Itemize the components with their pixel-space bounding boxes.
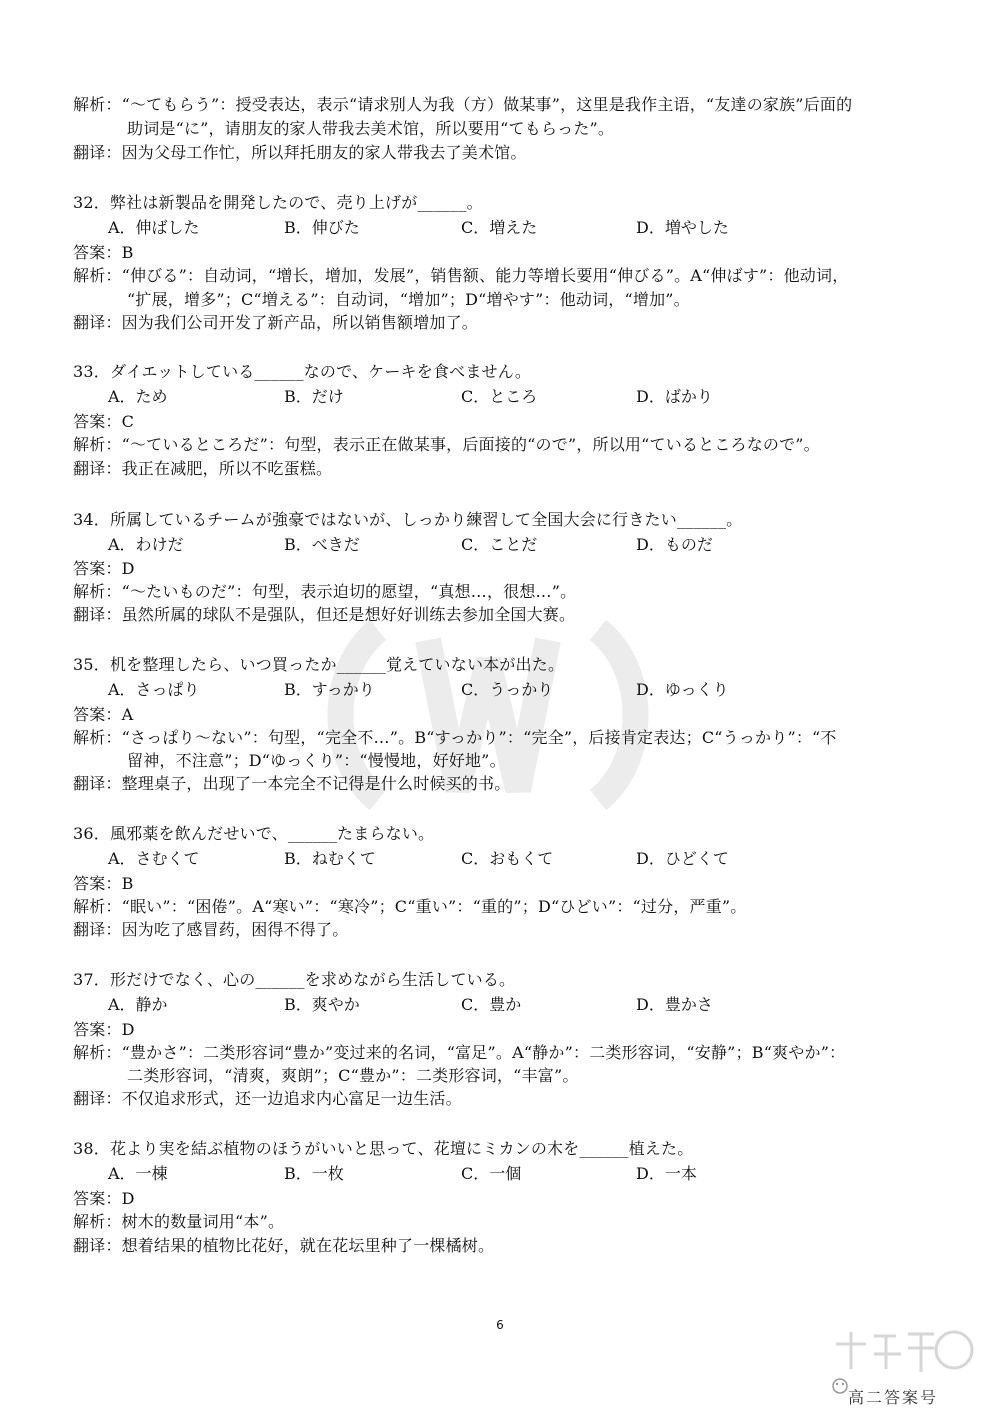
option-d: D．ばかり [636, 387, 713, 406]
option-b: B．一枚 [284, 1164, 344, 1183]
analysis-line: 解析：“～ているところだ”：句型，表示正在做某事，后面接的“ので”，所以用“ているところなので”。 [73, 435, 820, 454]
translation-line: 翻译：想着结果的植物比花好，就在花坛里种了一棵橘树。 [73, 1236, 495, 1255]
translation-line: 翻译：我正在减肥，所以不吃蛋糕。 [73, 459, 333, 478]
answer-options [108, 218, 928, 238]
answer-options [108, 680, 928, 700]
option-b: B．伸びた [284, 218, 360, 237]
option-c: C．ところ [461, 387, 538, 406]
option-a: A．わけだ [108, 535, 184, 554]
option-d: D．増やした [636, 218, 729, 237]
answer-options [108, 535, 928, 555]
option-b: B．べきだ [284, 535, 360, 554]
analysis-line: 解析：“～たいものだ”：句型，表示迫切的愿望，“真想…，很想…”。 [73, 582, 577, 601]
answer-line: 答案：B [73, 874, 134, 893]
option-c: C．おもくて [461, 849, 554, 868]
answer-line: 答案：C [73, 412, 135, 431]
option-d: D．ものだ [636, 535, 713, 554]
question-stem: 33．ダイエットしている______なので、ケーキを食べません。 [73, 362, 532, 381]
intro-translation: 翻译：因为父母工作忙，所以拜托朋友的家人带我去了美术馆。 [73, 143, 527, 162]
answer-line: 答案：D [73, 1189, 135, 1208]
translation-line: 翻译：不仅追求形式，还一边追求内心富足一边生活。 [73, 1089, 462, 1108]
page-number: 6 [496, 1318, 504, 1332]
option-b: B．ねむくて [284, 849, 376, 868]
option-a: A．静か [108, 995, 168, 1014]
translation-line: 翻译：虽然所属的球队不是强队，但还是想好好训练去参加全国大赛。 [73, 605, 576, 624]
analysis-line: 留神，不注意”；D“ゆっくり”：“慢慢地，好好地”。 [127, 751, 506, 770]
option-c: C．一個 [461, 1164, 522, 1183]
answer-line: 答案：D [73, 1020, 135, 1039]
question-stem: 35．机を整理したら、いつ買ったか______覚えていない本が出た。 [73, 655, 565, 674]
option-c: C．うっかり [461, 680, 554, 699]
option-b: B．だけ [284, 387, 344, 406]
option-c: C．豊か [461, 995, 522, 1014]
answer-line: 答案：A [73, 705, 134, 724]
analysis-line: 二类形容词，“清爽，爽朗”；C“豊か”：二类形容词，“丰富”。 [127, 1066, 579, 1085]
intro-analysis-line: 助词是“に”，请朋友的家人带我去美术馆，所以要用“てもらった”。 [127, 119, 615, 138]
analysis-line: 解析：“眠い”：“困倦”。A“寒い”：“寒冷”；C“重い”：“重的”；D“ひどい”：“过分，严重”。 [73, 897, 747, 916]
option-a: A．ため [108, 387, 168, 406]
translation-line: 翻译：因为吃了感冒药，困得不得了。 [73, 920, 349, 939]
answer-line: 答案：B [73, 243, 134, 262]
question-stem: 36．風邪薬を飲んだせいで、______たまらない。 [73, 824, 435, 843]
translation-line: 翻译：因为我们公司开发了新产品，所以销售额增加了。 [73, 313, 479, 332]
option-b: B．爽やか [284, 995, 360, 1014]
brand-logo-text: 高二答案号 [848, 1388, 939, 1407]
question-stem: 37．形だけでなく、心の______を求めながら生活している。 [73, 970, 516, 989]
option-c: C．増えた [461, 218, 538, 237]
question-stem: 34．所属しているチームが強豪ではないが、しっかり練習して全国大会に行きたい______。 [73, 510, 743, 529]
answer-options [108, 995, 928, 1015]
option-a: A．一棟 [108, 1164, 168, 1183]
option-a: A．さむくて [108, 849, 200, 868]
analysis-line: 解析：“さっぱり～ない”：句型，“完全不…”。B“すっかり”：“完全”，后接肯定表达；C“うっかり”：“不 [73, 728, 837, 747]
option-d: D．一本 [636, 1164, 697, 1183]
analysis-line: 解析：树木的数量词用“本”。 [73, 1212, 285, 1231]
option-b: B．すっかり [284, 680, 375, 699]
answer-line: 答案：D [73, 559, 135, 578]
analysis-line: 解析：“豊かさ”：二类形容词“豊か”变过来的名词，“富足”。A“静か”：二类形容词，“安静”；B“爽やか”： [73, 1043, 846, 1062]
option-d: D．豊かさ [636, 995, 713, 1014]
question-stem: 38．花より実を結ぶ植物のほうがいいと思って、花壇にミカンの木を______植えた。 [73, 1139, 694, 1158]
intro-analysis-line: 解析：“～てもらう”：授受表达，表示“请求别人为我（方）做某事”，这里是我作主语，“友達の家族”后面的 [73, 95, 853, 114]
option-a: A．さっぱり [108, 680, 200, 699]
translation-line: 翻译：整理桌子，出现了一本完全不记得是什么时候买的书。 [73, 774, 511, 793]
option-c: C．ことだ [461, 535, 538, 554]
option-a: A．伸ばした [108, 218, 200, 237]
option-d: D．ひどくて [636, 849, 729, 868]
option-d: D．ゆっくり [636, 680, 729, 699]
analysis-line: “扩展，增多”；C“増える”：自动词，“增加”；D“増やす”：他动词，“增加”。 [127, 290, 690, 309]
answer-options [108, 849, 928, 869]
answer-options [108, 387, 928, 407]
answer-options [108, 1164, 928, 1184]
analysis-line: 解析：“伸びる”：自动词，“增长，增加，发展”，销售额、能力等增长要用“伸びる”。A“伸ばす”：他动词， [73, 266, 849, 285]
question-stem: 32．弊社は新製品を開発したので、売り上げが______。 [73, 193, 483, 212]
